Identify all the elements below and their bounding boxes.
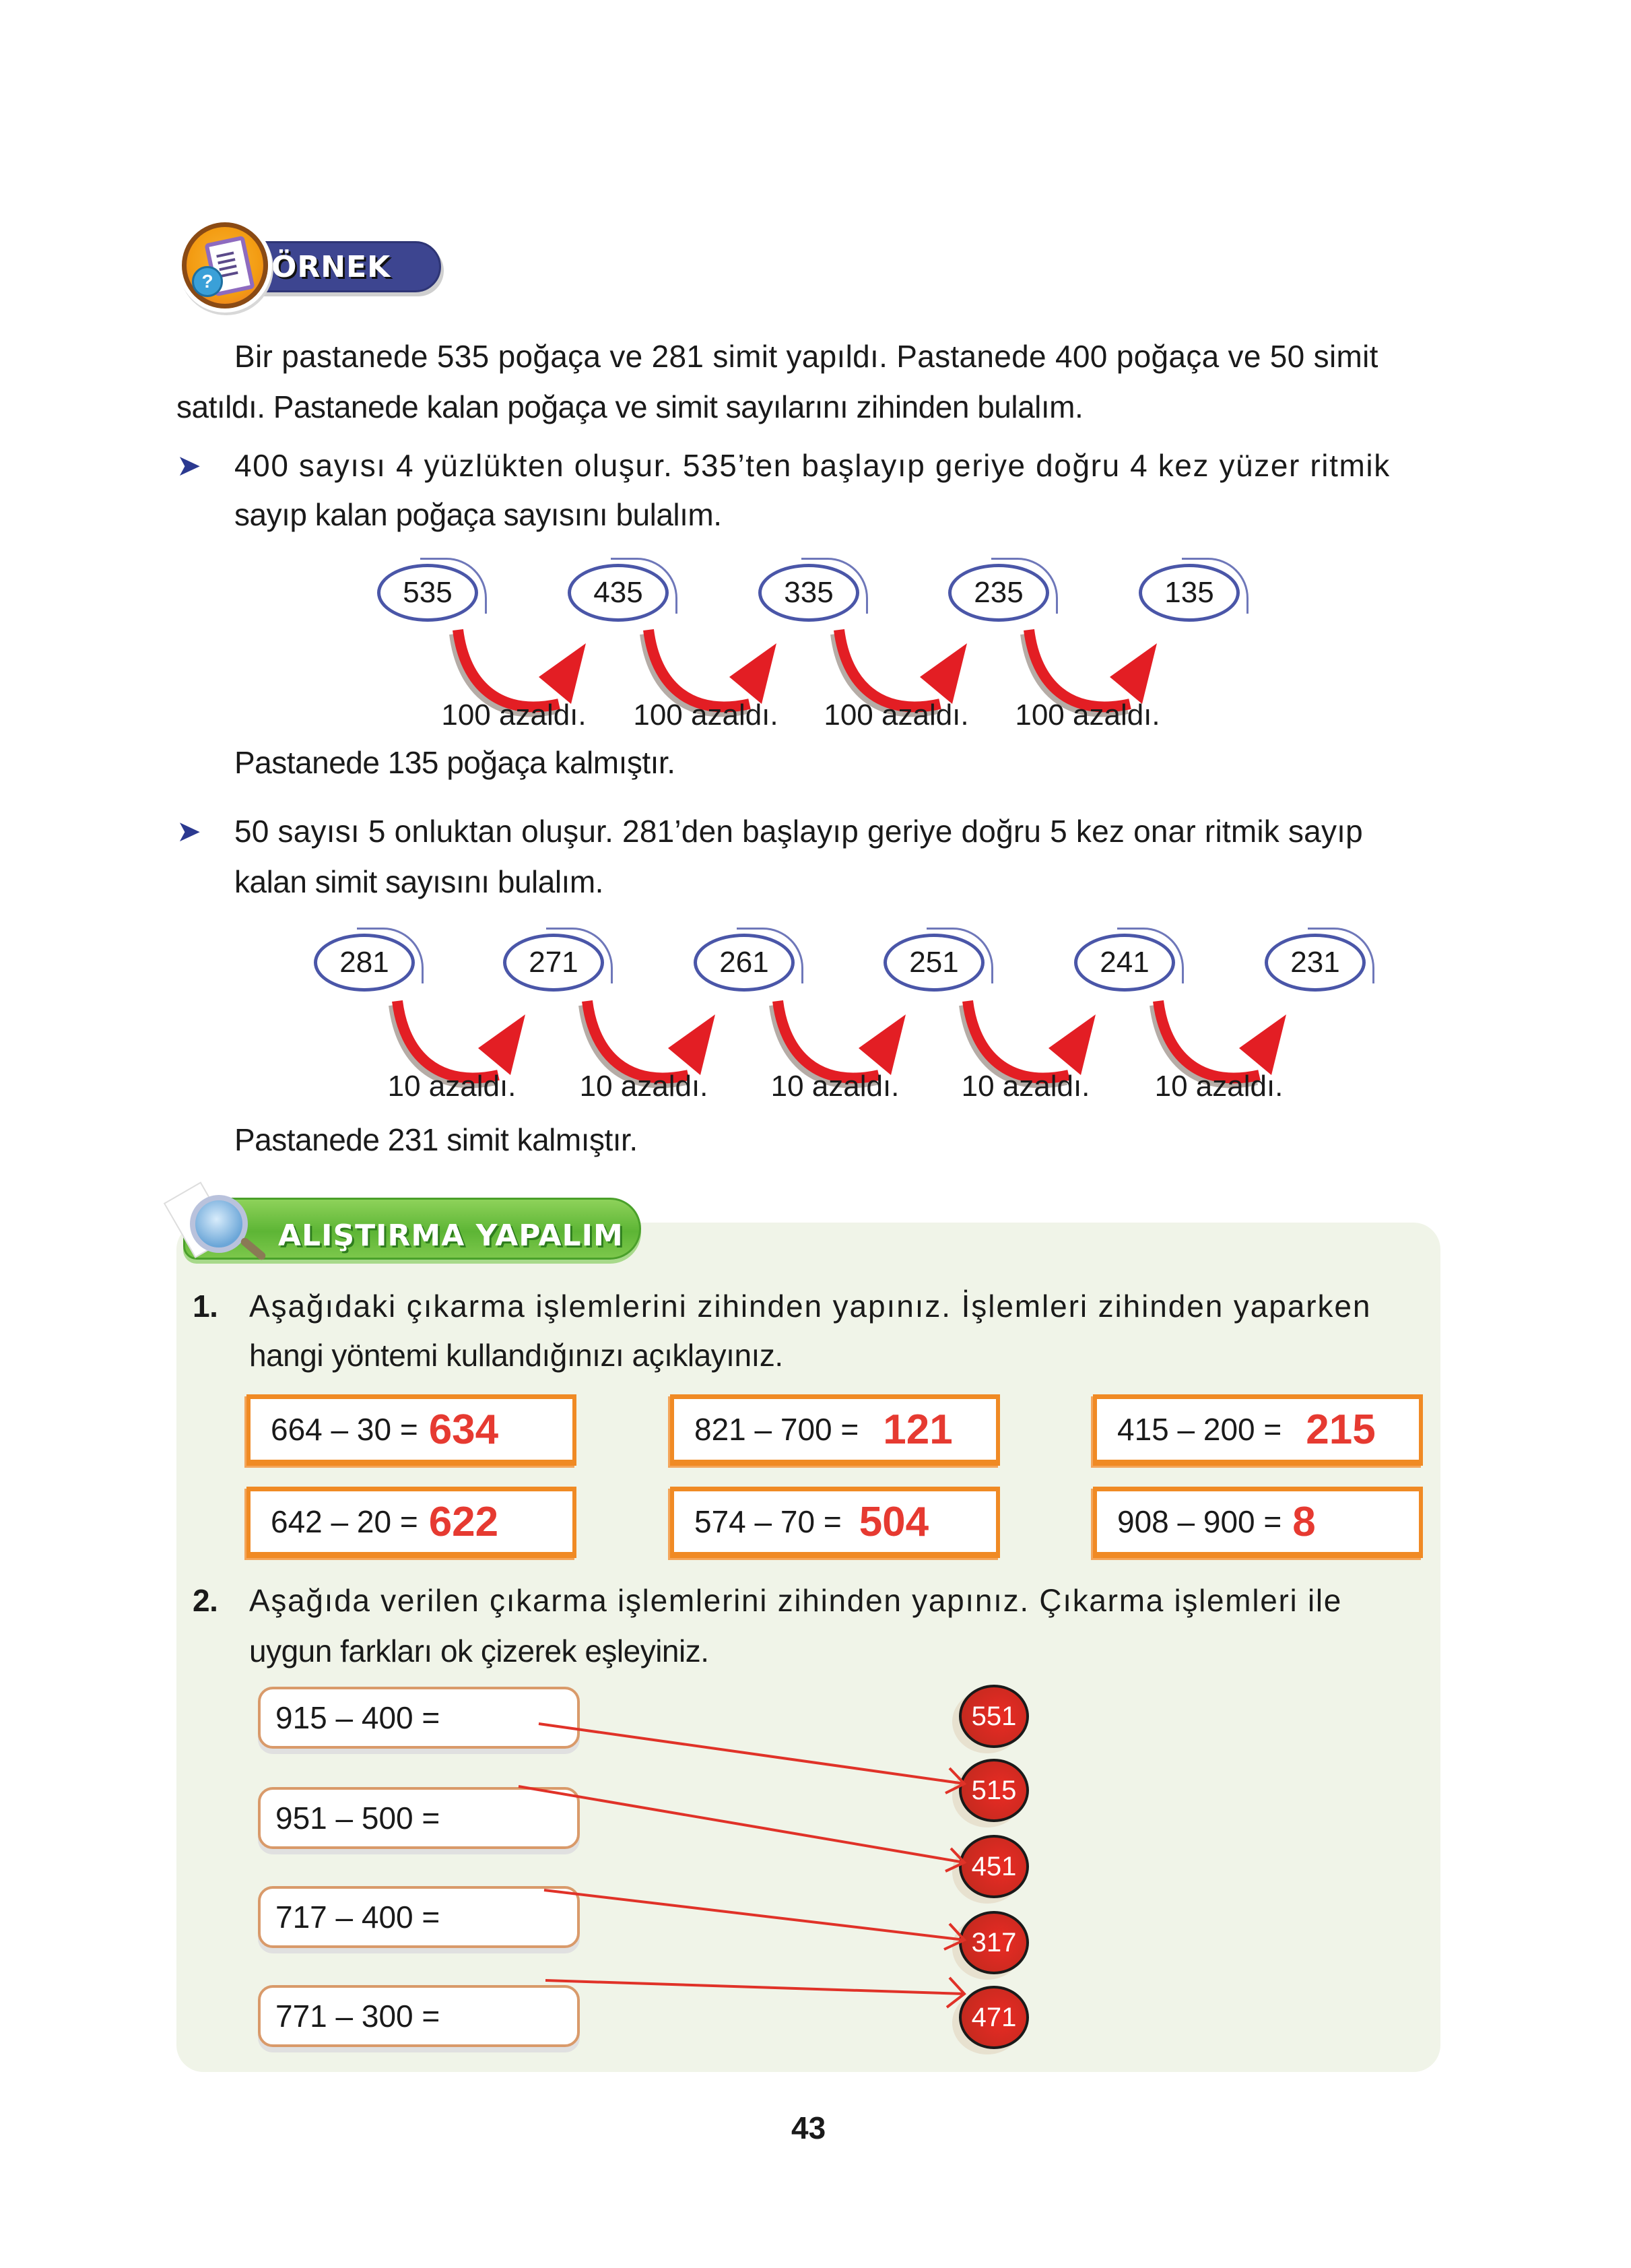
count-circle: 281 <box>314 934 415 992</box>
subtraction-expression: 642 – 20 = <box>271 1504 418 1539</box>
alistirma-label: ALIŞTIRMA YAPALIM <box>278 1219 624 1253</box>
subtraction-expression: 951 – 500 = <box>275 1801 440 1836</box>
subtraction-expression: 908 – 900 = <box>1117 1504 1282 1539</box>
answer-value[interactable]: 504 <box>859 1498 929 1545</box>
decrement-label: 10 azaldı. <box>770 1070 900 1103</box>
subtraction-expression: 574 – 70 = <box>694 1504 842 1539</box>
paragraph-text: Bir pastanede 535 poğaça ve 281 simit yapıldı. Pastanede 400 poğaça ve 50 simit <box>234 339 1378 374</box>
count-circle: 261 <box>694 934 795 992</box>
bullet-arrow-icon: ➤ <box>176 815 201 848</box>
subtraction-expression: 821 – 700 = <box>694 1412 859 1447</box>
answer-value[interactable]: 8 <box>1292 1498 1316 1545</box>
count-circle: 241 <box>1074 934 1175 992</box>
count-circle: 271 <box>503 934 604 992</box>
q2-line-1: Aşağıda verilen çıkarma işlemlerini zihinden yapınız. Çıkarma işlemleri ile <box>249 1583 1343 1618</box>
count-circle: 535 <box>377 564 478 622</box>
answer-value[interactable]: 215 <box>1306 1406 1376 1453</box>
q2-line-2: uygun farkları ok çizerek eşleyiniz. <box>249 1633 709 1668</box>
decrement-label: 100 azaldı. <box>633 699 778 732</box>
match-arrow-4 <box>545 1980 964 1994</box>
subtraction-expression: 771 – 300 = <box>275 1999 440 2034</box>
decrement-label: 100 azaldı. <box>1015 699 1160 732</box>
ornek-label: ÖRNEK <box>271 250 391 284</box>
match-arrow-2 <box>519 1786 964 1862</box>
decrement-label: 10 azaldı. <box>1154 1070 1284 1103</box>
step2-line-2: kalan simit sayısını bulalım. <box>234 864 603 899</box>
count-circle: 435 <box>568 564 669 622</box>
match-arrow-3 <box>544 1890 964 1940</box>
answer-value[interactable]: 634 <box>428 1406 499 1453</box>
count-circle: 251 <box>884 934 985 992</box>
difference-circle[interactable]: 551 <box>959 1685 1029 1748</box>
step1-line-2: sayıp kalan poğaça sayısını bulalım. <box>234 497 722 532</box>
q1-line-2: hangi yöntemi kullandığınızı açıklayınız. <box>249 1338 783 1373</box>
subtraction-expression: 664 – 30 = <box>271 1412 418 1447</box>
difference-circle[interactable]: 515 <box>959 1759 1029 1822</box>
decrement-label: 10 azaldı. <box>579 1070 708 1103</box>
difference-circle[interactable]: 471 <box>959 1986 1029 2049</box>
question-number: 2. <box>193 1583 218 1618</box>
count-circle: 235 <box>948 564 1049 622</box>
decrement-label: 10 azaldı. <box>961 1070 1090 1103</box>
decrement-label: 100 azaldı. <box>824 699 969 732</box>
count-circle: 231 <box>1265 934 1366 992</box>
difference-circle[interactable]: 317 <box>959 1911 1029 1974</box>
answer-value[interactable]: 121 <box>883 1406 953 1453</box>
decrement-label: 100 azaldı. <box>441 699 587 732</box>
decrement-label: 10 azaldı. <box>387 1070 517 1103</box>
q1-line-1: Aşağıdaki çıkarma işlemlerini zihinden yapınız. İşlemleri zihinden yaparken <box>249 1289 1372 1324</box>
bullet-arrow-icon: ➤ <box>176 449 201 482</box>
subtraction-expression: 915 – 400 = <box>275 1700 440 1735</box>
step1-result: Pastanede 135 poğaça kalmıştır. <box>234 745 675 780</box>
step2-line-1: 50 sayısı 5 onluktan oluşur. 281’den başlayıp geriye doğru 5 kez onar ritmik sayıp <box>234 814 1363 849</box>
example-paragraph-line-2: satıldı. Pastanede kalan poğaça ve simit sayılarını zihinden bulalım. <box>176 389 1084 424</box>
match-arrow-1 <box>539 1724 964 1784</box>
answer-value[interactable]: 622 <box>428 1498 499 1545</box>
page-number: 43 <box>791 2110 826 2145</box>
question-number: 1. <box>193 1289 218 1324</box>
count-circle: 335 <box>758 564 859 622</box>
subtraction-expression: 717 – 400 = <box>275 1900 440 1935</box>
subtraction-expression: 415 – 200 = <box>1117 1412 1282 1447</box>
step1-line-1: 400 sayısı 4 yüzlükten oluşur. 535’ten başlayıp geriye doğru 4 kez yüzer ritmik <box>234 448 1391 483</box>
count-circle: 135 <box>1139 564 1240 622</box>
step2-result: Pastanede 231 simit kalmıştır. <box>234 1122 638 1157</box>
difference-circle[interactable]: 451 <box>959 1835 1029 1898</box>
question-bubble-icon: ? <box>192 266 223 297</box>
